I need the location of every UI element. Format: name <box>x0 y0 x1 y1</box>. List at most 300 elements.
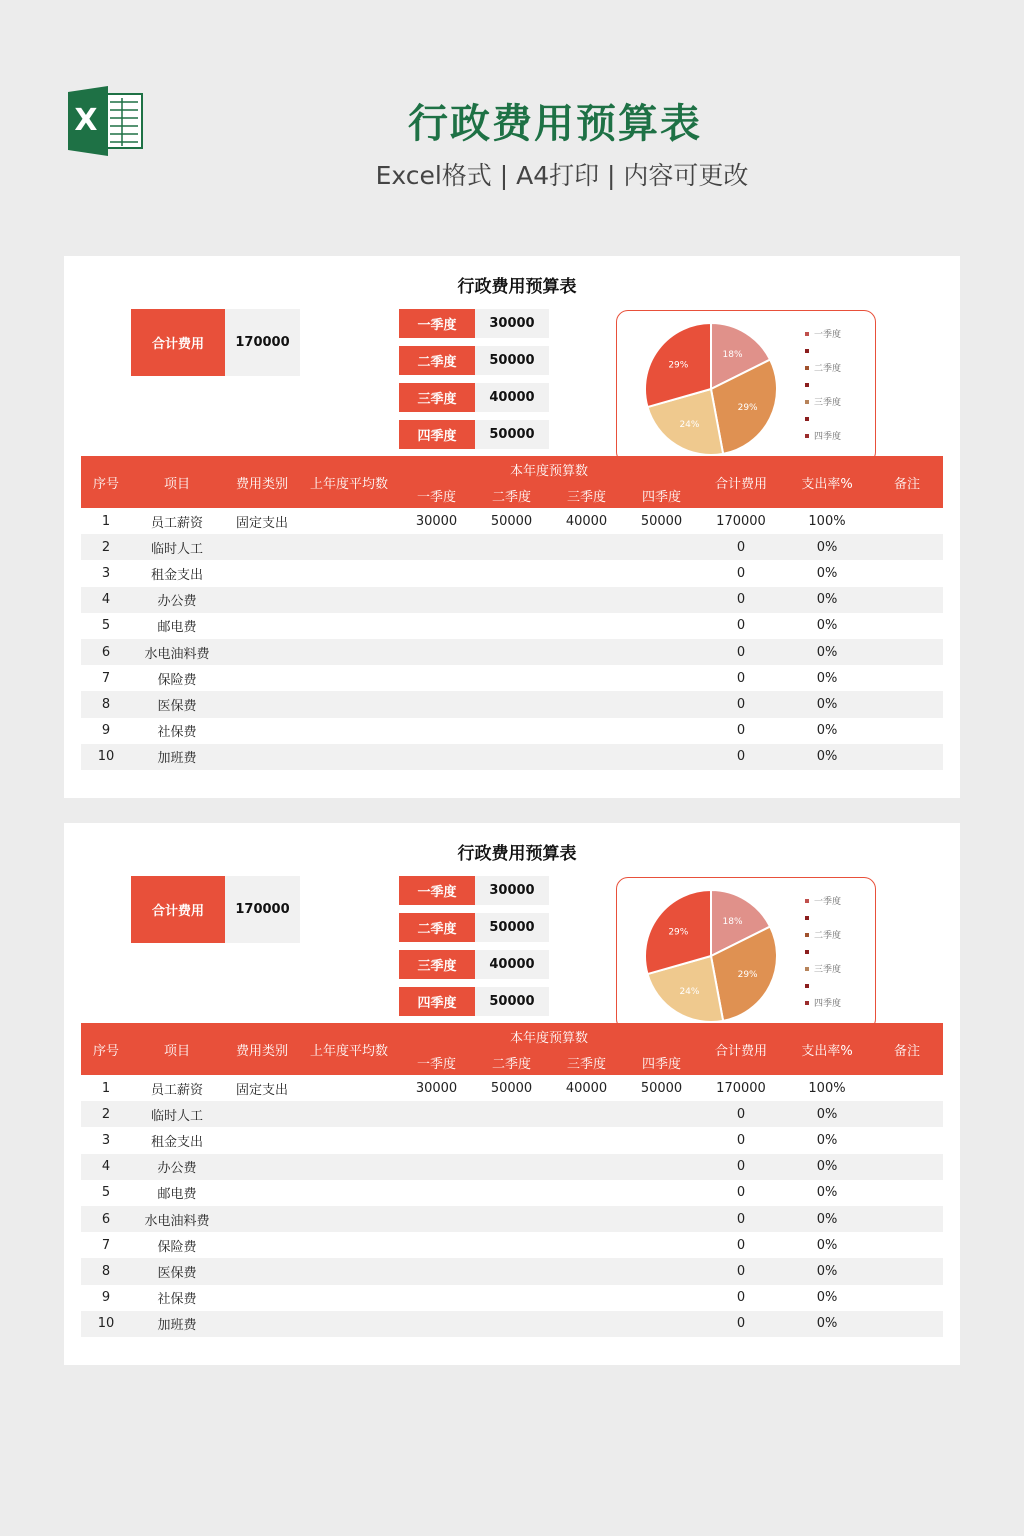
sheet-preview <box>64 823 960 1365</box>
header-last-avg: 上年度平均数 <box>309 476 388 492</box>
legend-swatch <box>805 400 809 404</box>
cell-q4 <box>624 587 699 613</box>
legend-item <box>805 994 873 1011</box>
header-budget-group: 本年度预算数 <box>509 463 588 479</box>
cell-q2 <box>474 534 549 560</box>
pie-chart <box>641 319 781 459</box>
cell-note <box>871 587 943 613</box>
cell-note <box>871 534 943 560</box>
cell-rate: 0% <box>816 723 838 739</box>
legend-swatch <box>805 349 809 353</box>
total-cost-value: 170000 <box>225 309 300 376</box>
cell-item: 社保费 <box>157 725 197 741</box>
cell-q1: 30000 <box>415 513 458 529</box>
cell-seq: 7 <box>101 1237 111 1253</box>
cell-q3 <box>549 587 624 613</box>
cell-rate: 0% <box>816 618 838 634</box>
cell-q3: 40000 <box>565 513 608 529</box>
cell-q4 <box>624 1127 699 1153</box>
cell-item: 租金支出 <box>150 567 203 583</box>
cell-category <box>223 1232 301 1258</box>
cell-seq: 3 <box>101 565 111 581</box>
cell-item: 临时人工 <box>150 1108 203 1124</box>
header-q2: 二季度 <box>491 1056 531 1072</box>
cell-q1 <box>399 1101 474 1127</box>
quarter-label: 四季度 <box>399 987 475 1016</box>
cell-q2 <box>474 691 549 717</box>
cell-q2 <box>474 1206 549 1232</box>
legend-item <box>805 342 873 359</box>
header-item: 项目 <box>163 476 190 492</box>
cell-note <box>871 1180 943 1206</box>
cell-total: 0 <box>736 539 746 555</box>
cell-note <box>871 560 943 586</box>
legend-item <box>805 909 873 926</box>
table-row <box>81 508 943 534</box>
cell-last-avg <box>301 639 397 665</box>
cell-last-avg <box>301 1075 397 1101</box>
cell-q4 <box>624 1232 699 1258</box>
cell-seq: 6 <box>101 1211 111 1227</box>
cell-rate: 0% <box>816 644 838 660</box>
legend-label: 四季度 <box>814 999 842 1009</box>
cell-last-avg <box>301 508 397 534</box>
cell-q3 <box>549 744 624 770</box>
cell-rate: 0% <box>816 539 838 555</box>
cell-total: 0 <box>736 1132 746 1148</box>
cell-rate: 0% <box>816 1290 838 1306</box>
cell-item: 员工薪资 <box>150 1082 203 1098</box>
cell-q2 <box>474 1154 549 1180</box>
cell-q1 <box>399 587 474 613</box>
cell-total: 0 <box>736 1211 746 1227</box>
pie-slice-label: 18% <box>722 350 743 361</box>
cell-q4 <box>624 1285 699 1311</box>
cell-category <box>223 1154 301 1180</box>
cell-q1 <box>399 613 474 639</box>
legend-swatch <box>805 366 809 370</box>
table-row <box>81 1285 943 1311</box>
table-row <box>81 1232 943 1258</box>
cell-q1 <box>399 1180 474 1206</box>
cell-q2 <box>474 665 549 691</box>
header-budget-group: 本年度预算数 <box>509 1030 588 1046</box>
cell-q1 <box>399 718 474 744</box>
legend-item <box>805 977 873 994</box>
cell-total: 0 <box>736 1263 746 1279</box>
cell-note <box>871 508 943 534</box>
legend-swatch <box>805 899 809 903</box>
quarter-value: 50000 <box>475 346 549 375</box>
cell-q3 <box>549 1180 624 1206</box>
cell-q2 <box>474 560 549 586</box>
cell-q4 <box>624 691 699 717</box>
header-rate: 支出率% <box>801 1043 853 1059</box>
cell-last-avg <box>301 560 397 586</box>
cell-q2 <box>474 613 549 639</box>
table-row <box>81 744 943 770</box>
pie-slice-label: 29% <box>668 360 689 371</box>
cell-q4: 50000 <box>640 513 683 529</box>
legend-item <box>805 926 873 943</box>
legend-item <box>805 892 873 909</box>
table-row <box>81 665 943 691</box>
cell-rate: 100% <box>808 513 846 529</box>
header-q4: 四季度 <box>641 489 681 505</box>
legend-label: 二季度 <box>814 931 842 941</box>
cell-item: 医保费 <box>157 1265 197 1281</box>
cell-total: 0 <box>736 618 746 634</box>
cell-q3 <box>549 1285 624 1311</box>
cell-total: 0 <box>736 592 746 608</box>
cell-note <box>871 744 943 770</box>
cell-item: 办公费 <box>157 1161 197 1177</box>
cell-total: 0 <box>736 696 746 712</box>
cell-q2 <box>474 1232 549 1258</box>
page-subtitle: Excel格式 | A4打印 | 内容可更改 <box>375 161 749 190</box>
table-row <box>81 718 943 744</box>
cell-q2 <box>474 1285 549 1311</box>
cell-category <box>223 587 301 613</box>
table-row <box>81 1101 943 1127</box>
cell-seq: 3 <box>101 1132 111 1148</box>
cell-total: 0 <box>736 1237 746 1253</box>
cell-seq: 9 <box>101 1290 111 1306</box>
cell-last-avg <box>301 1258 397 1284</box>
cell-last-avg <box>301 1232 397 1258</box>
cell-q4 <box>624 1258 699 1284</box>
cell-q2 <box>474 1258 549 1284</box>
cell-q2 <box>474 1311 549 1337</box>
cell-seq: 7 <box>101 670 111 686</box>
cell-category <box>223 665 301 691</box>
table-row <box>81 587 943 613</box>
quarter-label: 三季度 <box>399 383 475 412</box>
cell-q3 <box>549 1311 624 1337</box>
legend-swatch <box>805 933 809 937</box>
header-rate: 支出率% <box>801 476 853 492</box>
cell-q3 <box>549 718 624 744</box>
legend-swatch <box>805 417 809 421</box>
quarter-value: 30000 <box>475 309 549 338</box>
table-row <box>81 1311 943 1337</box>
cell-note <box>871 691 943 717</box>
quarter-label: 三季度 <box>399 950 475 979</box>
cell-total: 0 <box>736 565 746 581</box>
cell-q1 <box>399 1206 474 1232</box>
cell-note <box>871 1154 943 1180</box>
cell-category <box>223 560 301 586</box>
quarter-label: 二季度 <box>399 346 475 375</box>
header-category: 费用类别 <box>235 1043 288 1059</box>
cell-q3 <box>549 613 624 639</box>
cell-rate: 100% <box>808 1080 846 1096</box>
cell-seq: 5 <box>101 1185 111 1201</box>
cell-rate: 0% <box>816 592 838 608</box>
cell-q4 <box>624 1180 699 1206</box>
header-last-avg: 上年度平均数 <box>309 1043 388 1059</box>
cell-note <box>871 718 943 744</box>
cell-q1 <box>399 1285 474 1311</box>
cell-total: 0 <box>736 670 746 686</box>
legend-label: 一季度 <box>814 897 842 907</box>
quarter-summary <box>399 309 549 338</box>
pie-chart-panel <box>616 877 876 1031</box>
table-body <box>81 508 943 780</box>
table-row <box>81 1258 943 1284</box>
cell-total: 0 <box>736 1290 746 1306</box>
pie-slice-label: 29% <box>737 403 758 414</box>
cell-category <box>223 534 301 560</box>
cell-note <box>871 639 943 665</box>
total-cost-label: 合计费用 <box>131 876 225 943</box>
legend-swatch <box>805 950 809 954</box>
cell-total: 0 <box>736 1185 746 1201</box>
cell-last-avg <box>301 1180 397 1206</box>
quarter-value: 40000 <box>475 950 549 979</box>
legend-swatch <box>805 332 809 336</box>
cell-last-avg <box>301 744 397 770</box>
cell-note <box>871 1258 943 1284</box>
quarter-label: 一季度 <box>399 876 475 905</box>
cell-last-avg <box>301 691 397 717</box>
cell-q1 <box>399 1232 474 1258</box>
cell-q2 <box>474 1101 549 1127</box>
cell-q1 <box>399 691 474 717</box>
cell-q1 <box>399 665 474 691</box>
legend-swatch <box>805 434 809 438</box>
legend-item <box>805 410 873 427</box>
legend-item <box>805 427 873 444</box>
cell-q3 <box>549 1232 624 1258</box>
cell-last-avg <box>301 1206 397 1232</box>
cell-seq: 6 <box>101 644 111 660</box>
cell-q3 <box>549 665 624 691</box>
table-header <box>81 456 943 508</box>
cell-seq: 4 <box>101 1159 111 1175</box>
cell-q3 <box>549 1154 624 1180</box>
chart-legend <box>805 892 873 1011</box>
legend-swatch <box>805 916 809 920</box>
quarter-summary <box>399 346 549 375</box>
cell-q1 <box>399 560 474 586</box>
table-header <box>81 1023 943 1075</box>
quarter-summary <box>399 987 549 1016</box>
table-row <box>81 560 943 586</box>
cell-rate: 0% <box>816 1263 838 1279</box>
cell-q2: 50000 <box>490 513 533 529</box>
cell-last-avg <box>301 1154 397 1180</box>
table-row <box>81 534 943 560</box>
header-seq: 序号 <box>92 476 119 492</box>
legend-label: 一季度 <box>814 330 842 340</box>
cell-total: 0 <box>736 1316 746 1332</box>
cell-last-avg <box>301 665 397 691</box>
cell-q4 <box>624 1154 699 1180</box>
cell-item: 邮电费 <box>157 620 197 636</box>
cell-seq: 9 <box>101 723 111 739</box>
legend-swatch <box>805 984 809 988</box>
cell-q1 <box>399 1258 474 1284</box>
cell-item: 加班费 <box>157 751 197 767</box>
quarter-summary <box>399 876 549 905</box>
table-row <box>81 1075 943 1101</box>
header-note: 备注 <box>893 1043 920 1059</box>
cell-q2 <box>474 718 549 744</box>
pie-chart <box>641 886 781 1026</box>
quarter-label: 二季度 <box>399 913 475 942</box>
cell-q4 <box>624 639 699 665</box>
cell-category <box>223 1311 301 1337</box>
cell-total: 0 <box>736 1159 746 1175</box>
cell-item: 保险费 <box>157 1239 197 1255</box>
cell-q4: 50000 <box>640 1080 683 1096</box>
cell-q4 <box>624 1311 699 1337</box>
cell-seq: 1 <box>101 513 111 529</box>
page-title: 行政费用预算表 <box>408 101 702 147</box>
cell-item: 保险费 <box>157 672 197 688</box>
cell-q1 <box>399 744 474 770</box>
cell-seq: 8 <box>101 1263 111 1279</box>
quarter-label: 四季度 <box>399 420 475 449</box>
cell-category <box>223 718 301 744</box>
cell-q1 <box>399 1311 474 1337</box>
table-row <box>81 1127 943 1153</box>
cell-last-avg <box>301 534 397 560</box>
cell-q1 <box>399 534 474 560</box>
legend-item <box>805 960 873 977</box>
table-row <box>81 1154 943 1180</box>
cell-q2 <box>474 1127 549 1153</box>
cell-note <box>871 1311 943 1337</box>
cell-category: 固定支出 <box>235 1082 288 1098</box>
cell-q4 <box>624 1101 699 1127</box>
cell-note <box>871 1232 943 1258</box>
cell-category <box>223 1101 301 1127</box>
cell-last-avg <box>301 1127 397 1153</box>
cell-rate: 0% <box>816 1211 838 1227</box>
cell-note <box>871 1206 943 1232</box>
pie-slice-label: 29% <box>737 970 758 981</box>
header-category: 费用类别 <box>235 476 288 492</box>
cell-last-avg <box>301 1101 397 1127</box>
header-q1: 一季度 <box>416 1056 456 1072</box>
cell-rate: 0% <box>816 696 838 712</box>
cell-seq: 10 <box>97 749 115 765</box>
cell-rate: 0% <box>816 1316 838 1332</box>
cell-category <box>223 639 301 665</box>
legend-label: 三季度 <box>814 398 842 408</box>
pie-slice-label: 24% <box>679 986 700 997</box>
cell-note <box>871 1127 943 1153</box>
cell-q1 <box>399 639 474 665</box>
cell-seq: 5 <box>101 618 111 634</box>
cell-note <box>871 1101 943 1127</box>
cell-q4 <box>624 534 699 560</box>
header-total: 合计费用 <box>714 1043 767 1059</box>
cell-category <box>223 1180 301 1206</box>
cell-q1 <box>399 1154 474 1180</box>
chart-legend <box>805 325 873 444</box>
quarter-label: 一季度 <box>399 309 475 338</box>
cell-rate: 0% <box>816 1132 838 1148</box>
cell-q3 <box>549 691 624 717</box>
cell-item: 社保费 <box>157 1292 197 1308</box>
table-row <box>81 691 943 717</box>
cell-q4 <box>624 613 699 639</box>
cell-seq: 2 <box>101 539 111 555</box>
cell-total: 0 <box>736 749 746 765</box>
cell-last-avg <box>301 587 397 613</box>
cell-q3: 40000 <box>565 1080 608 1096</box>
cell-q4 <box>624 1206 699 1232</box>
cell-category <box>223 691 301 717</box>
cell-category <box>223 744 301 770</box>
legend-item <box>805 393 873 410</box>
cell-rate: 0% <box>816 1185 838 1201</box>
cell-total: 0 <box>736 644 746 660</box>
cell-q2: 50000 <box>490 1080 533 1096</box>
cell-rate: 0% <box>816 670 838 686</box>
cell-category <box>223 1285 301 1311</box>
cell-item: 邮电费 <box>157 1187 197 1203</box>
cell-category <box>223 1206 301 1232</box>
legend-label: 四季度 <box>814 432 842 442</box>
legend-item <box>805 359 873 376</box>
cell-q3 <box>549 560 624 586</box>
header-item: 项目 <box>163 1043 190 1059</box>
quarter-summary <box>399 383 549 412</box>
cell-total: 170000 <box>716 513 766 529</box>
cell-last-avg <box>301 718 397 744</box>
quarter-value: 50000 <box>475 913 549 942</box>
cell-rate: 0% <box>816 749 838 765</box>
pie-slice-label: 18% <box>722 917 743 928</box>
cell-item: 员工薪资 <box>150 515 203 531</box>
header-q1: 一季度 <box>416 489 456 505</box>
legend-swatch <box>805 967 809 971</box>
header-q3: 三季度 <box>566 489 606 505</box>
cell-total: 170000 <box>716 1080 766 1096</box>
header-q3: 三季度 <box>566 1056 606 1072</box>
sheet-title: 行政费用预算表 <box>457 277 577 297</box>
cell-q3 <box>549 1258 624 1284</box>
svg-text:X: X <box>74 103 98 138</box>
cell-total: 0 <box>736 723 746 739</box>
legend-swatch <box>805 1001 809 1005</box>
cell-seq: 2 <box>101 1106 111 1122</box>
cell-item: 水电油料费 <box>144 646 210 662</box>
total-cost-label: 合计费用 <box>131 309 225 376</box>
cell-seq: 8 <box>101 696 111 712</box>
sheet-title: 行政费用预算表 <box>457 844 577 864</box>
cell-q1 <box>399 1127 474 1153</box>
cell-q3 <box>549 1206 624 1232</box>
cell-q2 <box>474 639 549 665</box>
table-row <box>81 613 943 639</box>
cell-item: 医保费 <box>157 698 197 714</box>
cell-item: 加班费 <box>157 1318 197 1334</box>
cell-seq: 10 <box>97 1316 115 1332</box>
cell-q4 <box>624 744 699 770</box>
pie-slice-label: 29% <box>668 927 689 938</box>
legend-item <box>805 325 873 342</box>
table-row <box>81 1180 943 1206</box>
cell-rate: 0% <box>816 1237 838 1253</box>
cell-category <box>223 1258 301 1284</box>
cell-note <box>871 613 943 639</box>
header-q2: 二季度 <box>491 489 531 505</box>
